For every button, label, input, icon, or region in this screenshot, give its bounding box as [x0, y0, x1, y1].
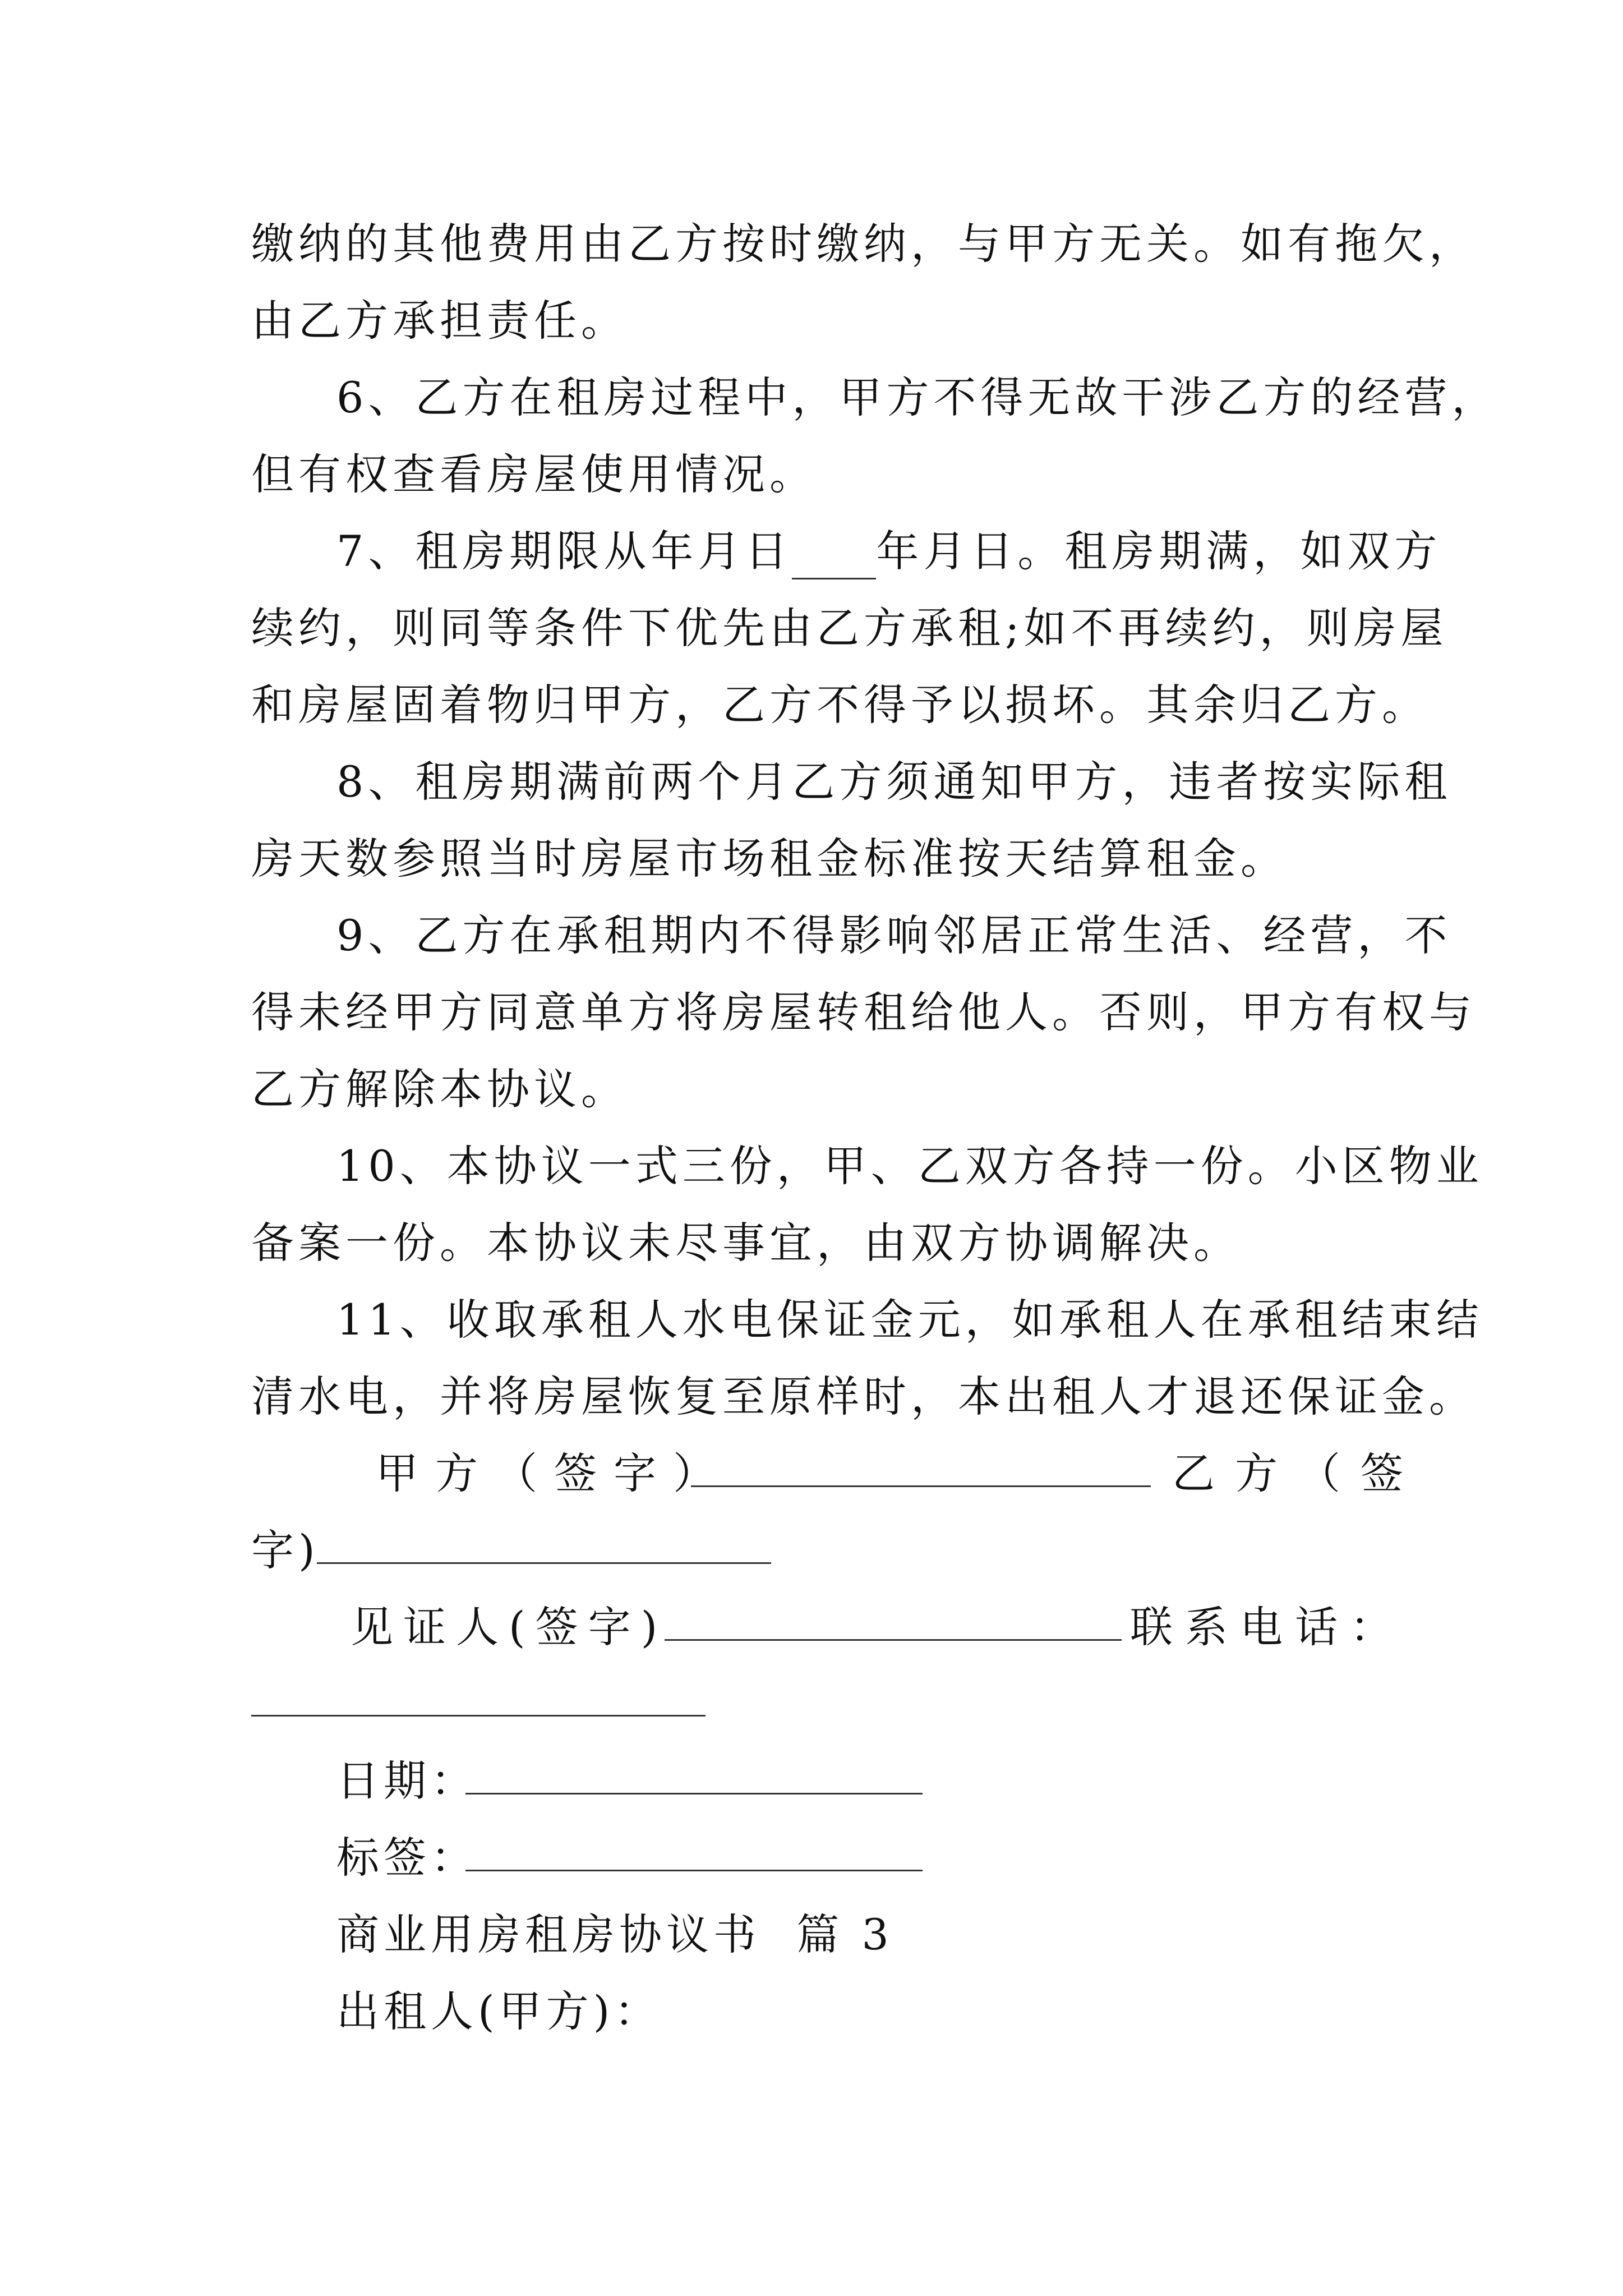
- paragraph-6-line-1: 6、乙方在租房过程中，甲方不得无故干涉乙方的经营，: [336, 372, 1499, 422]
- paragraph-8-line-1: 8、租房期满前两个月乙方须通知甲方，违者按实际租: [336, 757, 1452, 807]
- paragraph-10-line-2: 备案一份。本协议未尽事宜，由双方协调解决。: [251, 1218, 1241, 1268]
- paragraph-11-line-2: 清水电，并将房屋恢复至原样时，本出租人才退还保证金。: [251, 1372, 1476, 1421]
- party-b-signature-label: 乙方（签: [1172, 1448, 1423, 1498]
- party-b-signature-label-end: 字): [251, 1525, 320, 1575]
- term-blank: [792, 539, 876, 579]
- paragraph-7-line-1-end: 年月日。租房期满，如双方: [876, 526, 1442, 576]
- paragraph-7-line-3: 和房屋固着物归甲方，乙方不得予以损坏。其余归乙方。: [251, 680, 1429, 730]
- witness-signature-label: 见证人(签字): [351, 1602, 668, 1652]
- paragraph-7-line-1: [336, 523, 1442, 579]
- date-label: 日期：: [336, 1756, 478, 1806]
- paragraph-6-line-2: 但有权查看房屋使用情况。: [251, 449, 817, 499]
- paragraph-9-line-3: 乙方解除本协议。: [251, 1064, 628, 1114]
- party-a-signature-label: 甲方（签字）: [376, 1448, 732, 1498]
- paragraph-11-line-1: 11、收取承租人水电保证金元，如承租人在承租结束结: [336, 1295, 1483, 1345]
- lessor-label: 出租人(甲方)：: [336, 1986, 662, 2036]
- witness-signature-blank: [665, 1639, 1122, 1641]
- paragraph-7-line-1-start: 7、租房期限从年月日: [336, 526, 792, 576]
- date-blank: [465, 1793, 923, 1795]
- tag-label: 标签：: [336, 1833, 478, 1883]
- paragraph-9-line-2: 得未经甲方同意单方将房屋转租给他人。否则，甲方有权与: [251, 987, 1476, 1037]
- paragraph-10-line-1: 10、本协议一式三份，甲、乙双方各持一份。小区物业: [336, 1141, 1483, 1191]
- party-b-signature-blank: [317, 1562, 771, 1564]
- phone-blank: [251, 1715, 706, 1717]
- tag-blank: [465, 1870, 923, 1871]
- paragraph-7-line-2: 续约，则同等条件下优先由乙方承租;如不再续约，则房屋: [251, 603, 1448, 653]
- paragraph-5-line-2: 由乙方承担责任。: [251, 296, 628, 346]
- paragraph-9-line-1: 9、乙方在承租期内不得影响邻居正常生活、经营，不: [336, 910, 1452, 960]
- phone-label: 联系电话：: [1130, 1602, 1405, 1652]
- party-a-signature-blank: [691, 1485, 1151, 1487]
- section-heading: 商业用房租房协议书 篇 3: [336, 1910, 893, 1959]
- paragraph-8-line-2: 房天数参照当时房屋市场租金标准按天结算租金。: [251, 834, 1288, 884]
- paragraph-5-line-1: 缴纳的其他费用由乙方按时缴纳，与甲方无关。如有拖欠，: [251, 219, 1476, 269]
